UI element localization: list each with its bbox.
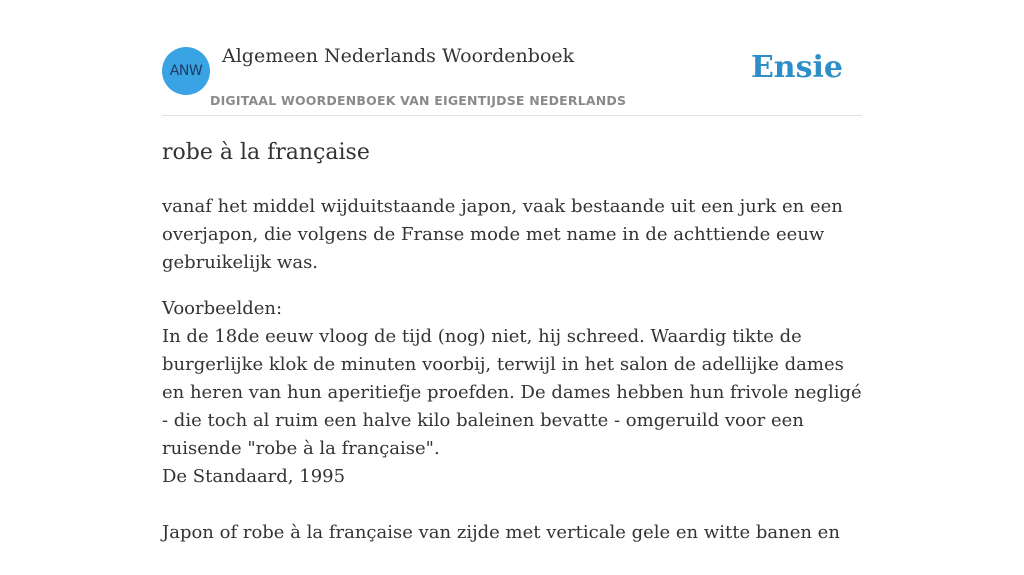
anw-logo[interactable] — [162, 47, 210, 95]
entry-definition: vanaf het middel wijduitstaande japon, vaak bestaande uit een jurk en een overjapon, die volgens de Franse mode met name in de achttiende eeuw gebruikelijk was. — [162, 196, 843, 273]
example-text: Japon of robe à la française van zijde met verticale gele en witte banen en — [162, 522, 840, 543]
examples-section — [162, 295, 862, 575]
anw-logo-text: ANW — [169, 63, 203, 79]
example-text: In de 18de eeuw vloog de tijd (nog) niet, hij schreed. Waardig tikte de burgerlijke klok de minuten voorbij, terwijl in het salon de adellijke dames en heren van hun aperitiefje proefden. De dames hebben hun frivole negligé - die toch al ruim een halve kilo baleinen bevatte - omgeruild voor een ruisende "robe à la française". — [162, 326, 862, 459]
content-container — [162, 0, 862, 543]
example-item — [162, 519, 862, 547]
example-item — [162, 323, 862, 491]
site-subtitle: DIGITAAL WOORDENBOEK VAN EIGENTIJDSE NEDERLANDS — [210, 93, 627, 108]
site-header — [162, 0, 862, 116]
examples-label: Voorbeelden: — [162, 298, 283, 319]
ensie-brand-logo[interactable]: Ensie — [750, 50, 843, 85]
site-title[interactable]: Algemeen Nederlands Woordenboek — [222, 45, 575, 67]
entry-term: robe à la française — [162, 140, 370, 165]
example-source: De Standaard, 1995 — [162, 466, 346, 487]
